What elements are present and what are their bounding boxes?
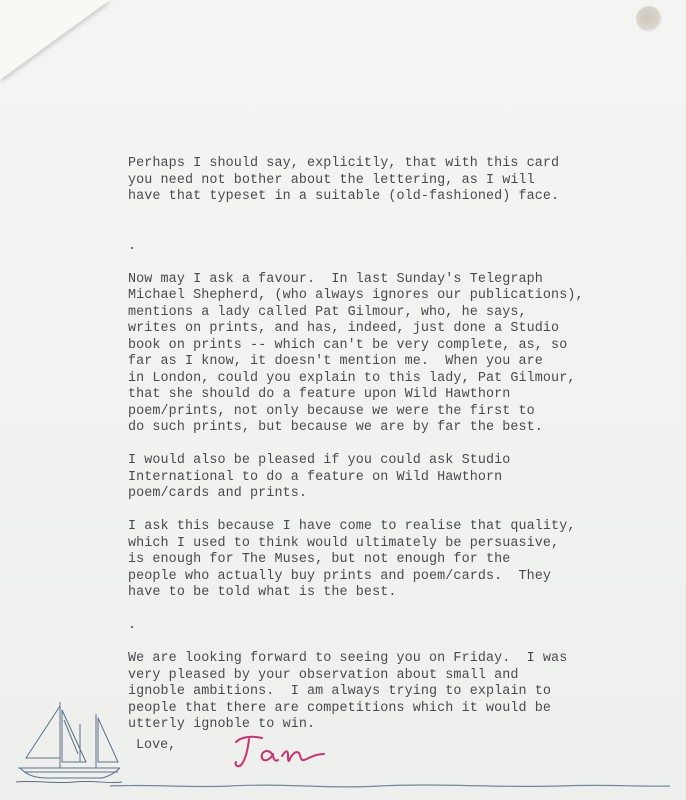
letter-line: which I used to think would ultimately be persuasive, [128, 535, 560, 551]
letter-line: book on prints -- which can't be very complete, as, so [128, 337, 568, 353]
letter-line: people who actually buy prints and poem/cards. They [128, 568, 552, 584]
letter-line: have to be told what is the best. [128, 585, 397, 600]
letter-line: poem/prints, not only because we were the first to [128, 403, 535, 419]
letter-line: in London, could you explain to this lady, Pat Gilmour, [128, 370, 576, 386]
letter-line: have that typeset in a suitable (old-fashioned) face. [128, 189, 560, 204]
folded-corner [0, 0, 110, 80]
stray-dot: . [128, 618, 137, 633]
letter-line: I would also be pleased if you could ask Studio [128, 453, 511, 468]
decorative-wave-line [110, 780, 670, 792]
paper-stain [636, 6, 662, 32]
letter-line: Now may I ask a favour. In last Sunday's Telegraph [128, 271, 543, 287]
letter-line: poem/cards and prints. [128, 486, 307, 501]
letter-line: mentions a lady called Pat Gilmour, who, he says, [128, 304, 527, 320]
letter-line: I ask this because I have come to realise that quality, [128, 519, 576, 534]
letter-body [128, 156, 684, 734]
letter-line: Michael Shepherd, (who always ignores our publications), [128, 288, 584, 303]
stray-dot: . [128, 238, 137, 254]
letter-line: utterly ignoble to win. [128, 717, 316, 732]
letter-line: Perhaps I should say, explicitly, that with this card [128, 156, 560, 171]
letter-line: is enough for The Muses, but not enough for the [128, 552, 511, 567]
letter-line: We are looking forward to seeing you on Friday. I was [128, 651, 568, 666]
handwritten-signature [228, 728, 338, 772]
letter-line: writes on prints, and has, indeed, just done a Studio [128, 321, 560, 336]
letter-line: you need not bother about the lettering, as I will [128, 172, 535, 188]
letter-line: very pleased by your observation about small and [128, 667, 519, 683]
letter-line: International to do a feature on Wild Hawthorn [128, 469, 503, 485]
letter-line: that she should do a feature upon Wild Hawthorn [128, 387, 511, 402]
letter-line: people that there are competitions which it would be [128, 700, 552, 716]
letter-line: do such prints, but because we are by far the best. [128, 420, 543, 435]
sailing-ship-icon [14, 696, 124, 788]
letter-closing: Love, [136, 738, 177, 753]
letter-line: ignoble ambitions. I am always trying to explain to [128, 684, 552, 699]
letter-line: far as I know, it doesn't mention me. When you are [128, 354, 543, 369]
